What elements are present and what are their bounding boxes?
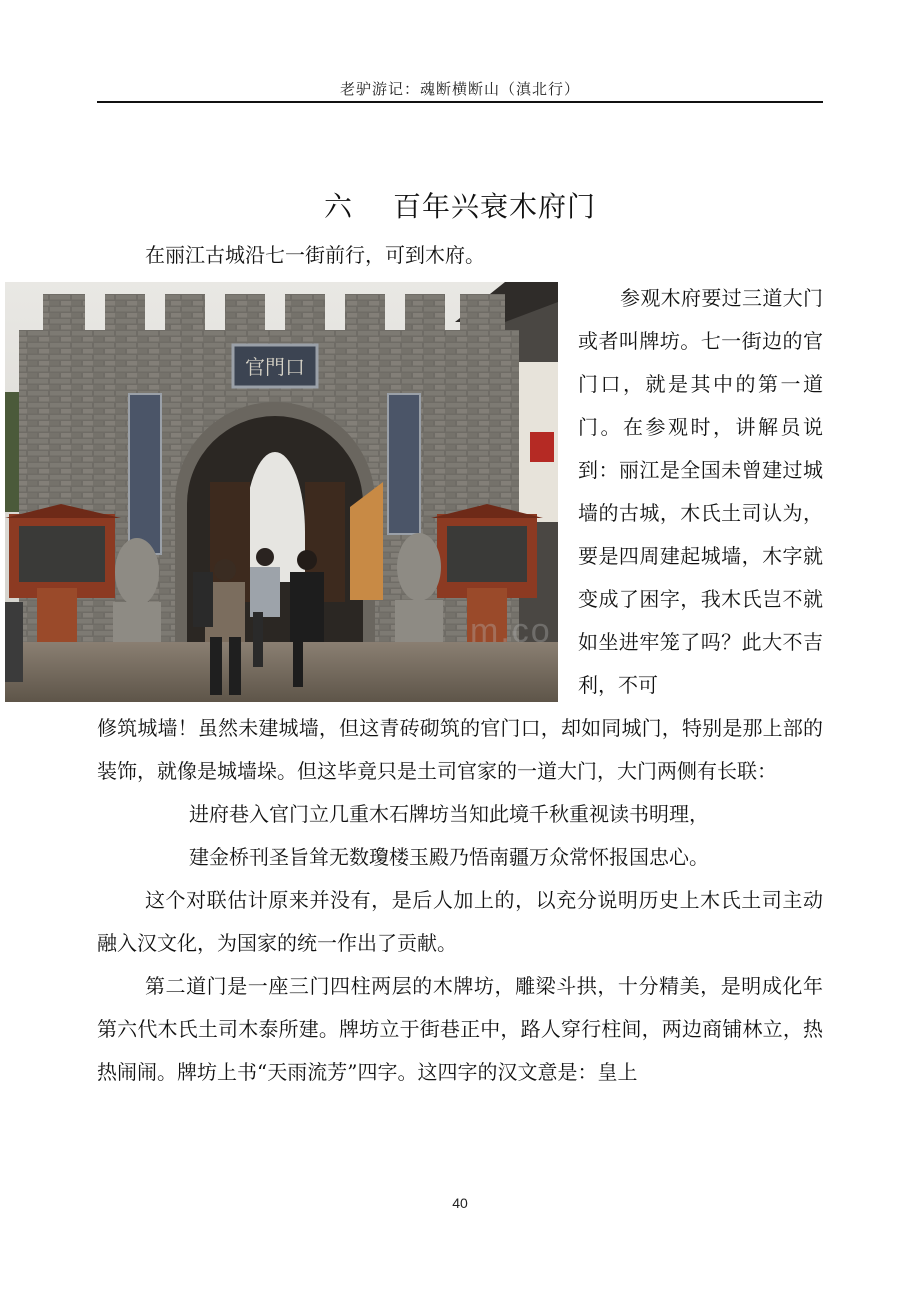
second-gate-paragraph: 第二道门是一座三门四柱两层的木牌坊，雕梁斗拱，十分精美，是明成化年第六代木氏土司木泰所建。牌坊立于街巷正中，路人穿行柱间，两边商铺林立，热热闹闹。牌坊上书“天雨流芳”四字。这四字的汉文意是：皇上: [97, 974, 823, 1084]
running-header: 老驴游记：魂断横断山（滇北行）: [339, 80, 580, 98]
continuation-paragraph: 修筑城墙！虽然未建城墙，但这青砖砌筑的官门口，却如同城门，特别是那上部的装饰，就像是城墙垛。但这毕竟只是土司官家的一道大门，大门两侧有长联：: [97, 716, 823, 783]
gate-plaque-text: 官門口: [245, 355, 305, 379]
chapter-title-text: 百年兴衰木府门: [393, 190, 597, 223]
chapter-title: [97, 185, 823, 225]
header-rule: [97, 101, 823, 103]
couplet-line-2: 建金桥刊圣旨耸无数瓊楼玉殿乃悟南疆万众常怀报国忠心。: [189, 845, 709, 869]
couplet-note-paragraph: 这个对联估计原来并没有，是后人加上的，以充分说明历史上木氏土司主动融入汉文化，为国家的统一作出了贡献。: [97, 888, 823, 955]
intro-paragraph: 在丽江古城沿七一街前行，可到木府。: [145, 243, 485, 267]
body-text: [97, 707, 823, 1094]
watermark: m.co: [470, 612, 552, 650]
couplet-line-1: 进府巷入官门立几重木石牌坊当知此境千秋重视读书明理，: [189, 802, 709, 826]
page-number: 40: [452, 1195, 468, 1211]
side-paragraph: 参观木府要过三道大门或者叫牌坊。七一街边的官门口，就是其中的第一道门。在参观时，讲解员说到：丽江是全国未曾建过城墙的古城，木氏土司认为，要是四周建起城墙，木字就变成了困字，我木氏岂不就如坐进牢笼了吗？此大不吉利，不可: [578, 286, 823, 697]
chapter-number: 六: [323, 190, 353, 223]
